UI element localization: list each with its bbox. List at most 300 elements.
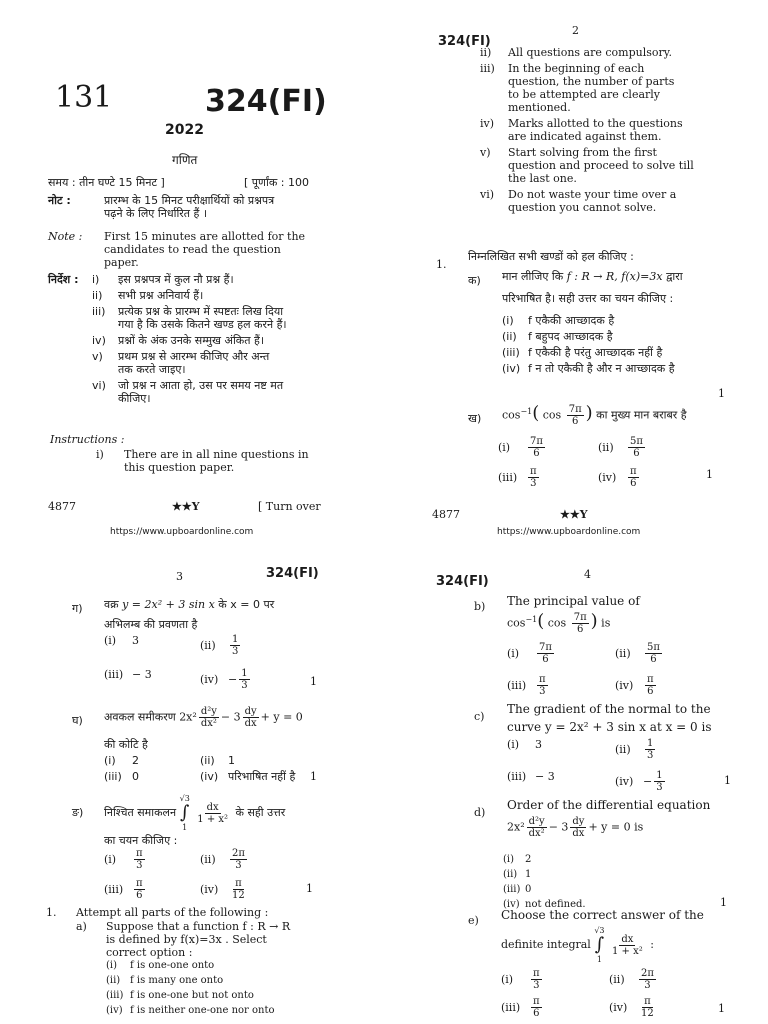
option-number: (iii) [104,770,122,783]
part-gha-text: अवकल समीकरण [104,710,176,724]
part-b-line1: The principal value of [507,594,640,608]
part-ga-line1 [104,598,274,611]
option-number: (ii) [502,330,517,343]
eq-term: − 3 [548,820,569,834]
option-number: (ii) [609,973,625,986]
question-text: निम्नलिखित सभी खण्डों को हल कीजिए : [468,250,634,263]
part-ka-text: मान लीजिए कि [502,270,564,283]
marks: 1 [718,1002,725,1015]
marks: 1 [310,675,317,688]
note-hi-line: प्रारम्भ के 15 मिनट परीक्षार्थियों को प्रश्नपत्र [104,194,275,207]
list-item [480,62,725,114]
cos-inverse: cos [507,616,526,630]
part-d-equation [507,816,643,839]
part-gha-line2: की कोटि है [104,738,148,751]
time-allowed: समय : तीन घण्टे 15 मिनट ] [48,176,165,189]
page-2 [384,0,768,521]
item-line: the last one. [508,172,577,185]
option [501,968,544,991]
text-line: correct option : [106,946,193,959]
option-text: − 3 [132,668,152,681]
part-nga-text: के सही उत्तर [235,806,286,819]
list-item [92,273,342,286]
item-text [118,350,342,376]
part-ga-options [104,634,334,700]
option-number: (i) [498,441,511,454]
item-line: In the beginning of each [508,62,645,75]
option-number: (ii) [106,975,121,986]
list-item [92,350,342,376]
option-number: (iii) [104,668,124,681]
option [106,1005,346,1017]
item-text [508,62,725,114]
note-hi-label: नोट : [48,194,71,207]
option [615,738,657,761]
option [104,754,139,767]
eq-term: 2x² [507,820,525,834]
option-number: (iv) [503,899,520,910]
part-label-d: d) [474,806,486,819]
right-paren: ) [585,402,593,424]
source-url-1: https://www.upboardonline.com [110,527,254,537]
inverse-superscript: −1 [520,406,533,416]
item-line: mentioned. [508,101,571,114]
option-text: − 3 [535,770,555,783]
paper-code: 324(FI) [436,574,489,589]
option-number: (ii) [615,647,631,660]
option [507,642,556,665]
part-ga-text: वक्र [104,598,119,611]
option-text: f बहुपद आच्छादक है [528,330,613,343]
item-line: इस प्रश्नपत्र में कुल नौ प्रश्न हैं। [118,273,234,286]
part-label-c: c) [474,710,485,723]
curve-equation: y = 2x² + 3 sin x [122,598,215,611]
page-4 [384,548,768,1024]
part-c-options [507,738,747,798]
option-text: 3 [535,738,542,751]
nirdesh-list [92,273,342,408]
option [598,466,641,489]
option [498,466,541,489]
option-fraction: $\frac{\pi}{3}$ [539,674,546,697]
list-item [92,334,342,347]
integral-limits: √3 ∫ 1 [594,926,605,964]
option-text: परिभाषित नहीं है [228,770,296,783]
part-gha-line1 [104,706,303,729]
part-label-gha: घ) [72,714,83,727]
option-number: (iii) [502,346,520,359]
option [507,770,555,783]
instruction-line: There are in all nine questions in [124,448,309,461]
exam-year: 2022 [165,122,204,138]
part-e-text: definite integral [501,938,591,951]
option [106,990,346,1002]
footer-mark-2: ★★Y [560,508,588,521]
part-kha-line1 [502,404,687,427]
part-label-nga: ङ) [72,806,84,819]
cos-inverse: cos [502,408,521,422]
option [200,634,242,657]
eq-term: + y = 0 is [588,820,644,834]
footer-code: 4877 [432,508,460,521]
source-url-2: https://www.upboardonline.com [497,527,641,537]
item-line: All questions are compulsory. [508,46,673,59]
note-en-label: Note : [48,230,83,243]
option-text: f is one-one but not onto [130,990,254,1001]
part-b-options [507,642,747,702]
function-def: f : R → R, f(x)=3x [566,270,663,283]
part-c-line2: curve y = 2x² + 3 sin x at x = 0 is [507,720,712,734]
option-number: (iii) [503,884,521,895]
option [615,674,658,697]
option-number: (ii) [200,639,216,652]
item-line: are indicated against them. [508,130,662,143]
marks: 1 [310,770,317,783]
option [200,668,252,691]
option [502,314,742,327]
instructions-label: Instructions : [50,433,125,446]
option-fraction: $\frac{1}{3}$ [647,738,654,761]
option-number: (ii) [200,853,216,866]
item-text [508,46,725,59]
option [507,674,550,697]
option-number: (i) [503,854,515,865]
option [609,968,658,991]
option [498,436,547,459]
instruction-line: this question paper. [124,461,235,474]
option-number: (ii) [598,441,614,454]
marks: 1 [306,882,313,895]
item-text [118,273,342,286]
item-line: तक करते जाइए। [118,363,186,376]
option-number: (i) [501,973,514,986]
item-number: i) [92,273,100,286]
question-number: 1. [46,906,57,919]
left-paren: ( [537,610,545,632]
item-number: iii) [92,305,106,318]
list-item [480,146,725,185]
option [502,362,742,375]
item-line: प्रश्नों के अंक उनके सम्मुख अंकित हैं। [118,334,265,347]
option-text: 0 [525,884,532,895]
eq-term: 2x² [179,710,197,724]
item-text [508,146,725,185]
list-item [480,117,725,143]
option-number: (iii) [498,471,518,484]
option-number: (i) [104,634,117,647]
option-fraction: $\frac{7\pi}{6}$ [530,436,543,459]
part-c-line1: The gradient of the normal to the [507,702,711,716]
part-label-a: a) [76,920,87,933]
option-text: 0 [132,770,139,783]
part-b-text: is [601,616,611,630]
option [507,738,542,751]
part-e-options [501,968,741,1022]
option-number: (i) [507,647,520,660]
option-fraction: $\frac{\pi}{6}$ [647,674,654,697]
instruction-number: i) [96,448,104,461]
part-ka-line1 [502,270,683,283]
part-label-ka: क) [468,274,481,287]
turn-over: [ Turn over [258,500,321,513]
note-en-line: paper. [104,256,139,269]
eq-term: − 3 [220,710,241,724]
marks: 1 [706,468,713,481]
list-item [92,379,342,405]
option-number: (iv) [615,679,634,692]
paper-code: 324(FI) [205,84,327,119]
item-number: iii) [480,62,495,75]
paper-code: 324(FI) [438,34,491,49]
option-number: (i) [502,314,514,327]
item-line: प्रथम प्रश्न से आरम्भ कीजिए और अन्त [118,350,270,363]
option-number: (iii) [501,1001,521,1014]
note-hi [104,194,334,220]
option-fraction: $\frac{\pi}{6}$ [630,466,637,489]
cos-inner: cos [547,616,567,630]
subject-title: गणित [172,153,198,167]
marks: 1 [720,896,727,909]
option-text: 2 [132,754,139,767]
instruction-text [124,448,334,474]
option [615,642,664,665]
fraction-d2y-dx2: $\frac{\text{d²y}}{\text{dx²}}$ [200,706,217,729]
option-fraction: $\frac{\pi}{6}$ [136,878,143,901]
part-e-line1: Choose the correct answer of the [501,908,704,922]
note-en-line: candidates to read the question [104,243,281,256]
footer-mark: ★★Y [172,500,200,513]
option [106,975,346,987]
part-label-kha: ख) [468,412,482,425]
part-ga-text: के x = 0 पर [218,598,275,611]
marks: 1 [724,774,731,787]
option-number: (iv) [609,1001,628,1014]
option-text: 1 [228,754,235,767]
option-fraction: $\frac{1}{3}$ [232,634,239,657]
option-text: not defined. [525,899,586,910]
item-text [118,379,342,405]
part-nga-options [104,848,334,904]
fraction-dx-1px2: $\frac{dx}{\text{1 + x²}}$ [197,801,229,825]
cos-inner: cos [542,408,562,422]
fraction-7pi-6: $\frac{7\pi}{6}$ [573,612,587,635]
option-text: f is neither one-one nor onto [130,1005,275,1016]
option-number: (iii) [104,883,124,896]
option [502,330,742,343]
option-number: (ii) [615,743,631,756]
part-nga-line1 [104,794,285,832]
item-text [508,188,725,214]
item-line: गया है कि उसके कितने खण्ड हल करने हैं। [118,318,287,331]
item-number: iv) [480,117,495,130]
part-nga-text: निश्चित समाकलन [104,806,177,819]
instruction-list [480,46,725,217]
option-number: (iii) [507,679,527,692]
option-number: (iv) [598,471,617,484]
page-number: 2 [572,24,579,37]
option [200,848,249,871]
note-hi-line: पढ़ने के लिए निर्धारित हैं । [104,207,208,220]
option-fraction: $\frac{7\pi}{6}$ [539,642,552,665]
option [501,996,544,1019]
fraction-dy-dx: $\frac{dy}{dx}$ [572,816,585,839]
option-number: (iii) [106,990,124,1001]
page-number: 3 [176,570,183,583]
item-number: iv) [92,334,106,347]
item-line: question you cannot solve. [508,201,657,214]
marks: 1 [718,387,725,400]
option-number: (iv) [106,1005,123,1016]
option-text: − [228,673,238,686]
option [104,668,152,681]
part-d-line1: Order of the differential equation [507,798,711,812]
item-number: vi) [92,379,106,392]
option-fraction: $\frac{1}{3}$ [241,668,248,691]
item-line: सभी प्रश्न अनिवार्य हैं। [118,289,204,302]
text-line: Suppose that a function f : R → R [106,920,291,933]
option [615,770,667,793]
nirdesh-label: निर्देश : [48,273,79,286]
option [503,854,723,866]
option-number: (ii) [503,869,518,880]
option-number: (iii) [507,770,527,783]
option-number: (iv) [502,362,521,375]
fraction-dx-1px2: $\frac{dx}{\text{1 + x²}}$ [612,933,643,957]
option-fraction: $\frac{2\pi}{3}$ [232,848,245,871]
option-number: (i) [106,960,118,971]
item-line: कीजिए। [118,392,151,405]
part-ka-text: द्वारा [666,270,683,283]
item-text [118,334,342,347]
part-label-ga: ग) [72,602,83,615]
option-fraction: $\frac{\pi}{6}$ [533,996,540,1019]
option [200,878,249,901]
option-number: (iv) [200,770,219,783]
footer-code: 4877 [48,500,76,513]
item-line: Do not waste your time over a [508,188,677,201]
list-item [480,188,725,214]
option [503,884,723,896]
option-number: (i) [507,738,520,751]
option-text: 3 [132,634,139,647]
option-fraction: $\frac{\pi}{3}$ [533,968,540,991]
option-number: (ii) [200,754,215,767]
part-label-e: e) [468,914,479,927]
option [598,436,647,459]
option-fraction: $\frac{2\pi}{3}$ [641,968,654,991]
option [503,869,723,881]
part-a-text [106,920,346,959]
left-paren: ( [532,402,540,424]
integral-sign: ∫ [180,802,190,823]
list-item [92,305,342,331]
part-ga-line2: अभिलम्ब की प्रवणता है [104,618,198,631]
text-line: is defined by f(x)=3x . Select [106,933,267,946]
item-text [118,289,342,302]
option [104,878,147,901]
option-number: (iv) [200,883,219,896]
page-1 [0,0,384,512]
option-fraction: $\frac{1}{3}$ [656,770,663,793]
option [104,770,139,783]
list-item [480,46,725,59]
option [609,996,658,1019]
option-fraction: $\frac{5\pi}{6}$ [647,642,660,665]
part-d-options [503,854,723,914]
item-number: v) [480,146,491,159]
option [200,770,295,783]
part-ka-line2: परिभाषित है। सही उत्तर का चयन कीजिए : [502,292,674,305]
item-line: प्रत्येक प्रश्न के प्रारम्भ में स्पष्टतः लिख दिया [118,305,284,318]
item-number: ii) [92,289,103,302]
part-nga-line2: का चयन कीजिए : [104,834,178,847]
part-label-b: b) [474,600,486,613]
note-en [104,230,334,269]
option-text: f एकैकी है परंतु आच्छादक नहीं है [528,346,663,359]
part-a-options [106,960,346,1020]
eq-term: + y = 0 [260,710,303,724]
page-3 [0,548,384,1024]
part-b-line2 [507,612,610,635]
item-line: Start solving from the first [508,146,657,159]
max-marks: [ पूर्णांक : 100 [244,176,309,189]
option-text: 2 [525,854,532,865]
note-en-line: First 15 minutes are allotted for the [104,230,306,243]
option-number: (i) [104,754,116,767]
part-e-line2: definite integral √3 ∫ 1 $\frac{dx}{\text{1 + x²}}$ : [501,926,654,964]
option-fraction: $\frac{\pi}{12}$ [641,996,654,1019]
option [104,634,139,647]
option [502,346,742,359]
option-number: (iv) [615,775,634,788]
item-text [508,117,725,143]
option-fraction: $\frac{\pi}{12}$ [232,878,245,901]
fraction-dy-dx: $\frac{dy}{dx}$ [244,706,257,729]
part-kha-text: का मुख्य मान बराबर है [596,408,687,422]
item-line: question, the number of parts [508,75,675,88]
option-fraction: $\frac{5\pi}{6}$ [630,436,643,459]
item-number: ii) [480,46,492,59]
option-text: f is one-one onto [130,960,215,971]
option-number: (iv) [200,673,219,686]
inverse-superscript: −1 [525,614,538,624]
option [106,960,346,972]
option-text: − [643,775,653,788]
part-gha-options [104,754,334,786]
part-kha-options [498,436,748,496]
option-text: f एकैकी आच्छादक है [528,314,615,327]
option-text: f न तो एकैकी है और न आच्छादक है [528,362,675,375]
item-line: Marks allotted to the questions [508,117,683,130]
question-number: 1. [436,258,447,271]
paper-serial: 131 [55,80,113,115]
option-fraction: $\frac{\pi}{3}$ [136,848,143,871]
list-item [92,289,342,302]
page-number: 4 [584,568,591,581]
integral-sign: ∫ [594,934,605,955]
part-ka-options [502,314,742,378]
question-text-en: Attempt all parts of the following : [76,906,269,919]
option [104,848,147,871]
option-number: (i) [104,853,117,866]
paper-code: 324(FI) [266,566,319,581]
option-text: 1 [525,869,532,880]
item-number: vi) [480,188,495,201]
option [200,754,235,767]
item-number: v) [92,350,103,363]
option-text: f is many one onto [130,975,224,986]
item-text [118,305,342,331]
